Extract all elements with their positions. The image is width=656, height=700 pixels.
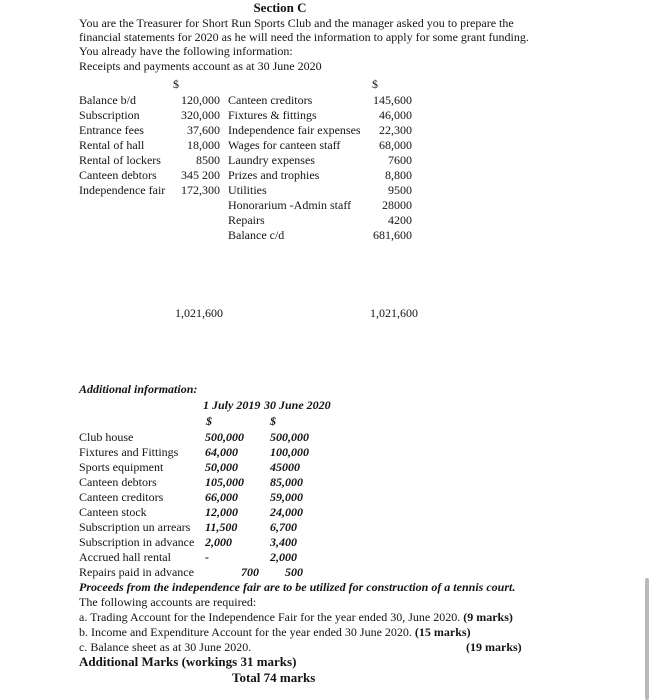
payment-amount: 22,300 bbox=[379, 123, 412, 137]
col-header-2019: 1 July 2019 bbox=[203, 398, 261, 412]
table-row bbox=[0, 550, 656, 565]
col-header-2020: 30 June 2020 bbox=[264, 398, 331, 412]
receipt-amount: 18,000 bbox=[187, 138, 220, 152]
payment-label: Laundry expenses bbox=[228, 153, 315, 167]
value-2019: 11,500 bbox=[205, 520, 238, 534]
value-2020: 500 bbox=[285, 565, 303, 579]
item-label: Subscription in advance bbox=[79, 535, 195, 549]
value-2019: 500,000 bbox=[205, 430, 244, 444]
intro-line-1: You are the Treasurer for Short Run Sports Club and the manager asked you to prepare the bbox=[79, 16, 514, 30]
value-2020: 3,400 bbox=[270, 535, 297, 549]
item-label: Club house bbox=[79, 430, 134, 444]
payment-label: Honorarium -Admin staff bbox=[228, 198, 352, 212]
total-marks: Total 74 marks bbox=[232, 670, 316, 685]
payment-label: Utilities bbox=[228, 183, 267, 197]
requirement-c-marks: (19 marks) bbox=[466, 640, 522, 654]
table-row bbox=[0, 460, 656, 475]
value-2020: 100,000 bbox=[270, 445, 309, 459]
requirement-a-text: a. Trading Account for the Independence Fair for the year ended 30, June 2020. bbox=[79, 610, 461, 624]
table-row bbox=[0, 153, 656, 168]
requirement-b-text: b. Income and Expenditure Account for the year ended 30 June 2020. bbox=[79, 625, 412, 639]
table-row bbox=[0, 168, 656, 183]
receipt-label: Canteen debtors bbox=[79, 168, 157, 182]
payment-amount: 7600 bbox=[388, 153, 412, 167]
item-label: Canteen stock bbox=[79, 505, 147, 519]
payment-label: Balance c/d bbox=[228, 228, 285, 242]
receipts-currency-header: $ bbox=[173, 77, 179, 91]
intro-line-2: financial statements for 2020 as he will need the information to apply for some grant funding. bbox=[79, 30, 529, 44]
currency-2020: $ bbox=[270, 414, 276, 428]
table-row bbox=[0, 490, 656, 505]
item-label: Canteen debtors bbox=[79, 475, 157, 489]
section-title: Section C bbox=[253, 0, 307, 15]
table-row bbox=[0, 565, 656, 580]
table-row bbox=[0, 123, 656, 138]
value-2019: 700 bbox=[241, 565, 259, 579]
receipt-label: Entrance fees bbox=[79, 123, 144, 137]
value-2019: 2,000 bbox=[205, 535, 232, 549]
table-row bbox=[0, 445, 656, 460]
receipt-amount: 345 200 bbox=[181, 168, 220, 182]
table-row bbox=[0, 213, 656, 228]
total-receipts: 1,021,600 bbox=[175, 306, 223, 320]
item-label: Fixtures and Fittings bbox=[79, 445, 179, 459]
item-label: Subscription un arrears bbox=[79, 520, 191, 534]
table-row bbox=[0, 535, 656, 550]
value-2020: 45000 bbox=[270, 460, 300, 474]
item-label: Repairs paid in advance bbox=[79, 565, 194, 579]
item-label: Accrued hall rental bbox=[79, 550, 171, 564]
table-row bbox=[0, 93, 656, 108]
table-row bbox=[0, 138, 656, 153]
payment-label: Wages for canteen staff bbox=[228, 138, 341, 152]
table-row bbox=[0, 520, 656, 535]
value-2019: 105,000 bbox=[205, 475, 244, 489]
rp-account-title: Receipts and payments account as at 30 June 2020 bbox=[79, 59, 322, 73]
payment-amount: 145,600 bbox=[373, 93, 412, 107]
vertical-scrollbar[interactable] bbox=[645, 578, 649, 700]
receipt-label: Rental of hall bbox=[79, 138, 145, 152]
value-2019: - bbox=[205, 550, 209, 564]
intro-line-3: You already have the following information: bbox=[79, 44, 293, 58]
payments-currency-header: $ bbox=[372, 77, 378, 91]
receipt-amount: 37,600 bbox=[187, 123, 220, 137]
table-row bbox=[0, 108, 656, 123]
receipt-amount: 120,000 bbox=[181, 93, 220, 107]
value-2020: 500,000 bbox=[270, 430, 309, 444]
payment-amount: 9500 bbox=[388, 183, 412, 197]
receipt-amount: 8500 bbox=[196, 153, 220, 167]
payment-amount: 8,800 bbox=[385, 168, 412, 182]
table-row bbox=[0, 228, 656, 243]
requirement-a bbox=[79, 610, 513, 624]
value-2020: 6,700 bbox=[270, 520, 297, 534]
required-intro: The following accounts are required: bbox=[79, 595, 257, 609]
total-payments: 1,021,600 bbox=[370, 306, 418, 320]
payment-label: Independence fair expenses bbox=[228, 123, 361, 137]
additional-info-title: Additional information: bbox=[79, 382, 198, 396]
requirement-b-marks: (15 marks) bbox=[414, 625, 471, 639]
payment-amount: 4200 bbox=[388, 213, 412, 227]
receipt-label: Independence fair bbox=[79, 183, 166, 197]
currency-2019: $ bbox=[206, 414, 212, 428]
value-2020: 2,000 bbox=[270, 550, 297, 564]
requirement-b bbox=[79, 625, 471, 639]
receipt-label: Subscription bbox=[79, 108, 140, 122]
value-2020: 24,000 bbox=[270, 505, 303, 519]
value-2019: 12,000 bbox=[205, 505, 238, 519]
payment-label: Fixtures & fittings bbox=[228, 108, 317, 122]
value-2019: 50,000 bbox=[205, 460, 238, 474]
table-row bbox=[0, 475, 656, 490]
payment-amount: 46,000 bbox=[379, 108, 412, 122]
table-row bbox=[0, 198, 656, 213]
receipt-label: Rental of lockers bbox=[79, 153, 161, 167]
table-row bbox=[0, 183, 656, 198]
receipt-label: Balance b/d bbox=[79, 93, 136, 107]
requirement-c-text: c. Balance sheet as at 30 June 2020. bbox=[79, 640, 252, 654]
payment-amount: 68,000 bbox=[379, 138, 412, 152]
additional-marks: Additional Marks (workings 31 marks) bbox=[79, 654, 297, 669]
payment-amount: 28000 bbox=[382, 198, 412, 212]
item-label: Sports equipment bbox=[79, 460, 164, 474]
receipt-amount: 172,300 bbox=[181, 183, 220, 197]
value-2019: 66,000 bbox=[205, 490, 238, 504]
payment-amount: 681,600 bbox=[373, 228, 412, 242]
value-2020: 85,000 bbox=[270, 475, 303, 489]
proceeds-note: Proceeds from the independence fair are to be utilized for construction of a tennis court. bbox=[79, 580, 516, 594]
payment-label: Canteen creditors bbox=[228, 93, 313, 107]
receipt-amount: 320,000 bbox=[181, 108, 220, 122]
table-row bbox=[0, 505, 656, 520]
payment-label: Prizes and trophies bbox=[228, 168, 320, 182]
payment-label: Repairs bbox=[228, 213, 265, 227]
value-2019: 64,000 bbox=[205, 445, 238, 459]
value-2020: 59,000 bbox=[270, 490, 303, 504]
requirement-a-marks: (9 marks) bbox=[463, 610, 513, 624]
table-row bbox=[0, 430, 656, 445]
item-label: Canteen creditors bbox=[79, 490, 164, 504]
